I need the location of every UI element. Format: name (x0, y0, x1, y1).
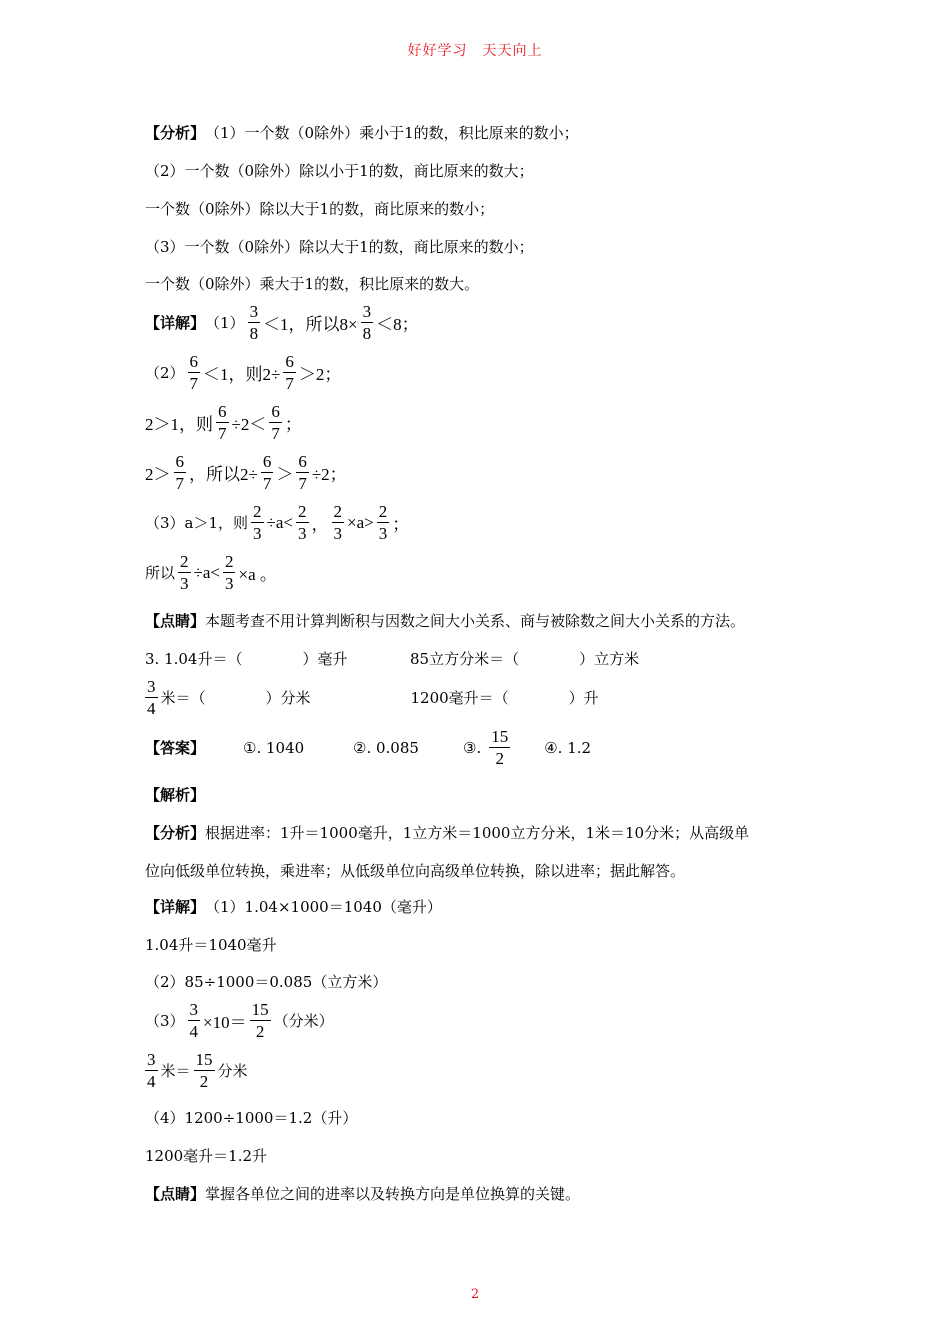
detail2-l5-t2: 分米 (217, 1062, 248, 1080)
fraction: $\frac{2}{3}$ (333, 502, 342, 543)
detail2-line-4 (145, 1001, 334, 1040)
fraction: $\frac{3}{4}$ (147, 677, 156, 718)
question-3-line-1 (145, 648, 639, 669)
detail-r2-pre: （2） (145, 364, 185, 382)
fraction: $\frac{6}{7}$ (175, 452, 184, 493)
fraction: $\frac{3}{8}$ (249, 302, 259, 343)
detail-r4-t1: ，所以2÷ (189, 465, 258, 484)
detail-r1-t2: ＜8； (376, 315, 419, 334)
detail-r4-pre: 2＞ (145, 465, 171, 484)
detail-r6-t2: ×a 。 (238, 565, 277, 584)
answer-3: ③. (463, 738, 482, 757)
detail2-line-5 (145, 1051, 248, 1090)
answer-2: ②. 0.085 (353, 738, 419, 757)
analysis-line-2: （2）一个数（0除外）除以小于1的数，商比原来的数大； (145, 162, 534, 180)
detail-r1-pre: （1） (205, 314, 245, 332)
detail-r3-t2: ； (284, 415, 302, 434)
detail-r6-t1: ÷a< (193, 562, 220, 582)
answer-4: ④. 1.2 (544, 738, 592, 757)
detail2-l5-t1: 米＝ (160, 1062, 191, 1080)
detail-r1-t1: ＜1，所以8× (263, 315, 358, 334)
fraction: $\frac{3}{8}$ (362, 302, 372, 343)
detail-r3-pre: 2＞1，则 (145, 415, 213, 434)
detail2-line-7: 1200毫升＝1.2升 (145, 1147, 268, 1165)
answer-label: 【答案】 (145, 739, 206, 757)
detail2-l4-t2: （分米） (273, 1012, 334, 1030)
fraction: $\frac{2}{3}$ (378, 502, 388, 543)
detail-row-1 (145, 303, 419, 342)
point-text: 本题考查不用计算判断积与因数之间大小关系、商与被除数之间大小关系的方法。 (205, 612, 746, 630)
detail-r2-t1: ＜1，则2÷ (203, 365, 281, 384)
detail-label: 【详解】 (145, 314, 206, 332)
question-3-part-b: 85立方分米＝（ ）立方米 (410, 650, 640, 668)
analysis-text-1: （1）一个数（0除外）乘小于1的数，积比原来的数小； (205, 124, 579, 142)
fraction: $\frac{6}{7}$ (285, 352, 294, 393)
detail-r5-t4: ； (392, 515, 410, 534)
fraction: $\frac{6}{7}$ (189, 352, 199, 393)
question-3-line-2 (145, 678, 599, 717)
analysis-line-3: 一个数（0除外）除以大于1的数，商比原来的数小； (145, 200, 495, 218)
detail2-line-3: （2）85÷1000＝0.085（立方米） (145, 973, 388, 991)
detail-r2-t2: ＞2； (298, 365, 342, 384)
fraction: $\frac{15}{2}$ (195, 1050, 213, 1091)
fraction: $\frac{2}{3}$ (253, 502, 262, 543)
page-number: 2 (470, 1287, 480, 1302)
detail-row-6 (145, 553, 277, 592)
point-line-1 (145, 610, 745, 631)
detail2-text-1: （1）1.04×1000＝1040（毫升） (205, 898, 442, 916)
detail-row-3 (145, 403, 302, 442)
fraction: $\frac{2}{3}$ (224, 552, 234, 593)
detail-r4-t2: ＞ (276, 465, 294, 484)
analysis-label: 【分析】 (145, 124, 206, 142)
detail2-line-1 (145, 896, 442, 917)
answer-line (145, 728, 591, 767)
analysis2-label: 【分析】 (145, 824, 206, 842)
question-3-part-c: 米＝（ ）分米 (160, 689, 311, 707)
fraction: $\frac{6}{7}$ (262, 452, 272, 493)
fraction: $\frac{2}{3}$ (180, 552, 189, 593)
fraction: $\frac{15}{2}$ (491, 727, 509, 768)
analysis2-text-1: 根据进率：1升＝1000毫升，1立方米＝1000立方分米，1米＝10分米；从高级单 (205, 824, 750, 842)
detail-r6-pre: 所以 (145, 564, 176, 582)
detail-r4-t3: ÷2； (311, 465, 347, 484)
analysis2-line-1 (145, 822, 749, 843)
fraction: $\frac{6}{7}$ (298, 452, 307, 493)
detail-row-2 (145, 353, 341, 392)
detail-r5-t1: ÷a< (266, 512, 293, 532)
analysis-line-4: （3）一个数（0除外）除以大于1的数，商比原来的数小； (145, 238, 534, 256)
fraction: $\frac{15}{2}$ (251, 1000, 269, 1041)
detail-r5-pre: （3）a＞1，则 (145, 514, 249, 532)
detail-r5-t2: ， (311, 515, 329, 534)
fraction: $\frac{2}{3}$ (298, 502, 307, 543)
fraction: $\frac{6}{7}$ (218, 402, 227, 443)
page-header: 好好学习 天天向上 (407, 43, 543, 59)
point-line-2 (145, 1183, 580, 1204)
fraction: $\frac{6}{7}$ (271, 402, 280, 443)
detail2-l4-t1: ×10＝ (203, 1013, 247, 1032)
fraction: $\frac{3}{4}$ (147, 1050, 156, 1091)
question-3-part-a: 3. 1.04升＝（ ）毫升 (145, 650, 348, 668)
jiexi-label: 【解析】 (145, 786, 206, 804)
detail-r5-t3: ×a> (347, 512, 374, 532)
analysis-line-5: 一个数（0除外）乘大于1的数，积比原来的数大。 (145, 275, 480, 293)
answer-1: ①. 1040 (243, 738, 305, 757)
detail2-line-6: （4）1200÷1000＝1.2（升） (145, 1109, 358, 1127)
detail2-line-2: 1.04升＝1040毫升 (145, 936, 277, 954)
question-3-part-d: 1200毫升＝（ ）升 (410, 689, 599, 707)
point2-text: 掌握各单位之间的进率以及转换方向是单位换算的关键。 (205, 1185, 581, 1203)
detail2-label: 【详解】 (145, 898, 206, 916)
detail-r3-t1: ÷2＜ (231, 415, 267, 434)
detail-row-5 (145, 503, 409, 542)
analysis-line-1 (145, 122, 579, 143)
analysis2-line-2: 位向低级单位转换，乘进率；从低级单位向高级单位转换，除以进率；据此解答。 (145, 862, 686, 880)
detail-row-4 (145, 453, 347, 492)
point2-label: 【点睛】 (145, 1185, 206, 1203)
detail2-l4-pre: （3） (145, 1012, 185, 1030)
point-label: 【点睛】 (145, 612, 206, 630)
fraction: $\frac{3}{4}$ (189, 1000, 199, 1041)
